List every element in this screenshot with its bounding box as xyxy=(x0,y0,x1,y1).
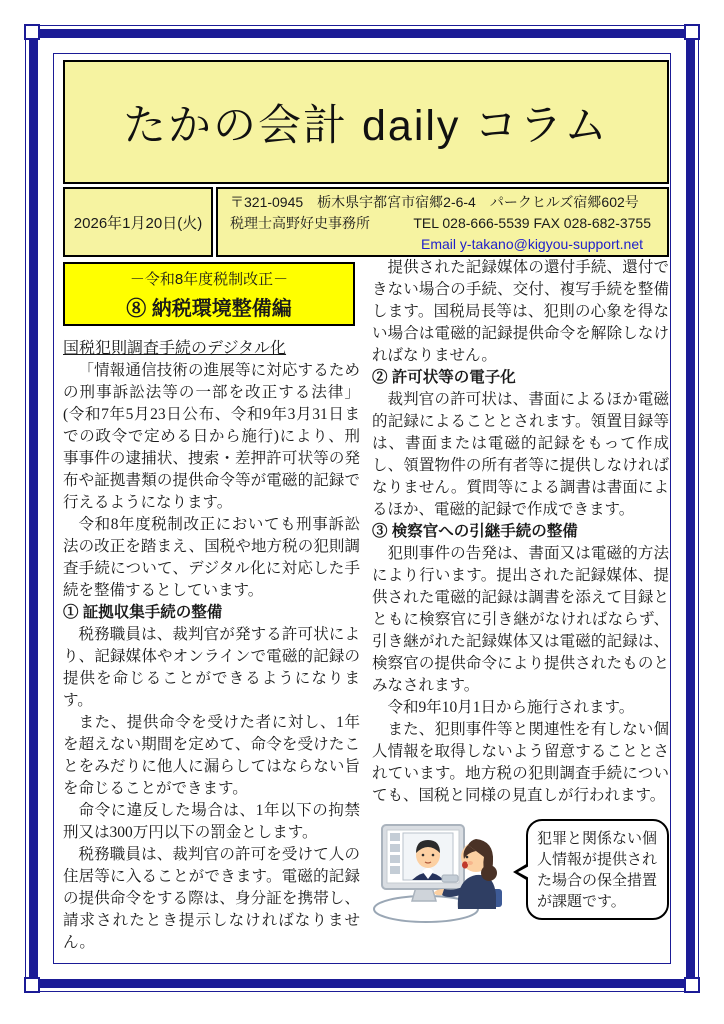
paragraph: 令和8年度税制改正においても刑事訴訟法の改正を踏まえ、国税や地方税の犯則調査手続について、デジタル化に対応した手続を整備するとしています。 xyxy=(63,516,360,599)
frame-corner-top-right xyxy=(684,24,700,40)
video-call-illustration xyxy=(372,817,508,931)
section-heading: 国税犯則調査手続のデジタル化 xyxy=(63,340,287,357)
paragraph: 命令に違反した場合は、1年以下の拘禁刑又は300万円以下の罰金とします。 xyxy=(63,802,360,841)
figure-row xyxy=(372,817,669,931)
left-column xyxy=(63,338,360,954)
office-name: 税理士高野好史事務所 xyxy=(230,214,370,231)
paragraph: 税務職員は、裁判官の許可を受けて人の住居等に入ることができます。電磁的記録の提供命令をする際は、身分証を携帯し、請求されたとき提示しなければなりません。 xyxy=(63,846,360,951)
topic-box xyxy=(63,262,355,326)
issue-date: 2026年1月20日(火) xyxy=(63,187,213,257)
newsletter-title: たかの会計 daily コラム xyxy=(123,101,609,150)
paragraph: 犯則事件の告発は、書面又は電磁的方法により行います。提出された記録媒体、提供された電磁的記録は調書を添えて目録とともに検察官に引き継がなければならず、引き継がれた記録媒体又は電磁的記録は、検察官の提供命令により提供されたものとみなされます。 xyxy=(372,545,669,694)
subheading-1: ① 証拠収集手続の整備 xyxy=(63,604,223,621)
paragraph: また、犯則事件等と関連性を有しない個人情報を取得しないよう留意することとされています。地方税の犯則調査手続についても、国税と同様の見直しが行われます。 xyxy=(372,721,669,804)
speech-bubble: 犯罪と関係ない個人情報が提供された場合の保全措置が課題です。 xyxy=(526,819,669,920)
office-email: Email y-takano@kigyou-support.net xyxy=(421,235,643,252)
right-column xyxy=(372,257,669,931)
paragraph: 令和9年10月1日から施行されます。 xyxy=(387,699,635,716)
frame-corner-bottom-right xyxy=(684,977,700,993)
subheading-2: ② 許可状等の電子化 xyxy=(372,369,516,386)
paragraph: また、提供命令を受けた者に対し、1年を超えない期間を定めて、命令を受けたことをみだりに他人に漏らしてはならない旨を命じることができます。 xyxy=(63,714,360,797)
newsletter-header xyxy=(63,60,669,257)
contact-info-cell xyxy=(216,187,669,257)
paragraph: 裁判官の許可状は、書面によるほか電磁的記録によることとされます。領置目録等は、書面または電磁的記録をもって作成し、領置物件の所有者等に提供しなければなりません。質問等による調書は書面によるほか、電磁的記録で作成できます。 xyxy=(372,391,669,518)
office-tel-fax: TEL 028-666-5539 FAX 028-682-3755 xyxy=(413,214,651,231)
subheading-3: ③ 検察官への引継手続の整備 xyxy=(372,523,578,540)
topic-title: ⑧ 納税環境整備編 xyxy=(126,297,292,320)
paragraph: 「情報通信技術の進展等に対応するための刑事訴訟法等の一部を改正する法律」(令和7年5月23日公布、令和9年3月31日までの政令で定める日から施行)により、刑事事件の逮捕状、捜索・差押許可状等の発布や証拠書類の提供命令等が電磁的記録で行えるようになります。 xyxy=(63,362,360,511)
topic-series-label: －令和8年度税制改正－ xyxy=(129,270,289,288)
paragraph: 税務職員は、裁判官が発する許可状により、記録媒体やオンラインで電磁的記録の提供を命じることができるようになります。 xyxy=(63,626,360,709)
office-address: 〒321-0945 栃木県宇都宮市宿郷2-6-4 パークヒルズ宿郷602号 xyxy=(230,193,639,210)
frame-corner-bottom-left xyxy=(24,977,40,993)
frame-corner-top-left xyxy=(24,24,40,40)
paragraph: 提供された記録媒体の還付手続、還付できない場合の手続、交付、複写手続を整備します。国税局長等は、犯則の心象を得ない場合は電磁的記録提供命令を解除しなければなりません。 xyxy=(372,259,669,364)
office-tel-row xyxy=(230,213,657,234)
title-cell xyxy=(63,60,669,184)
